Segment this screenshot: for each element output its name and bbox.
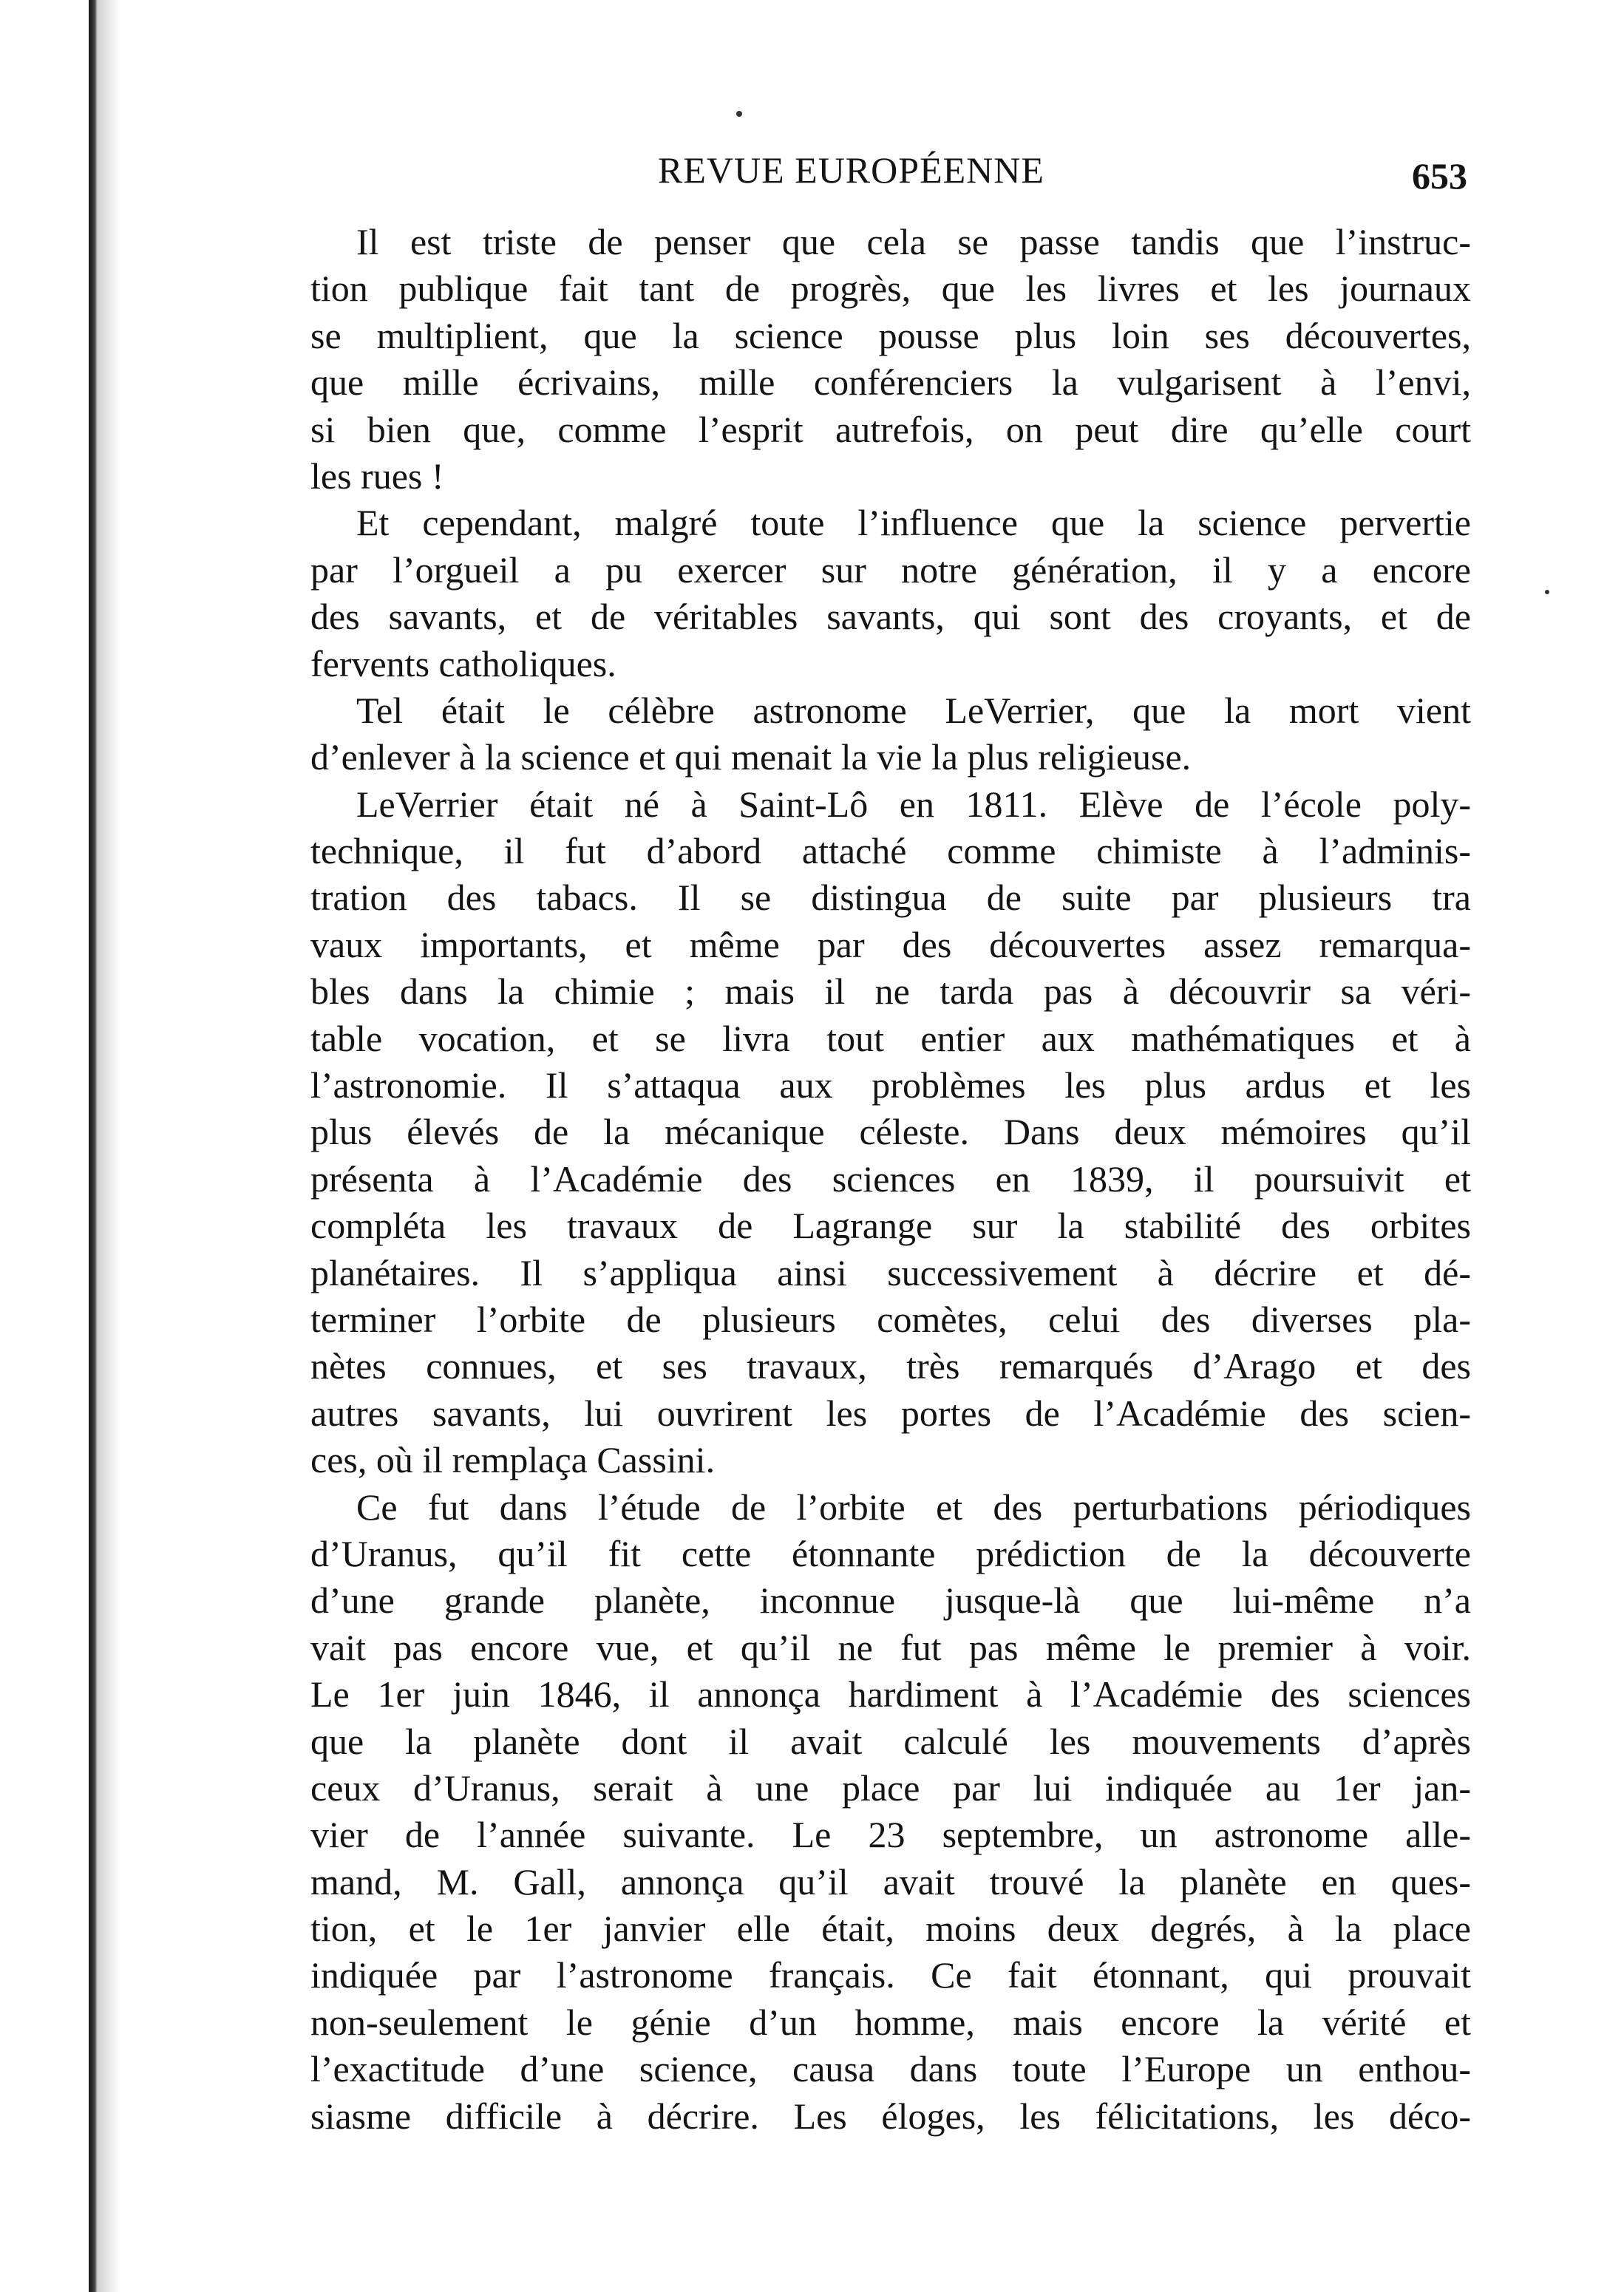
text-line: table vocation, et se livra tout entier aux mathématiques et à xyxy=(310,1017,1471,1059)
text-line: nètes connues, et ses travaux, très remarqués d’Arago et des xyxy=(310,1345,1471,1387)
text-line: non-seulement le génie d’un homme, mais encore la vérité et xyxy=(310,2001,1471,2043)
text-line: d’une grande planète, inconnue jusque-là que lui-même n’a xyxy=(310,1579,1471,1622)
article-text xyxy=(310,219,1471,2140)
text-line: tration des tabacs. Il se distingua de suite par plusieurs tra xyxy=(310,877,1471,919)
text-line: tion, et le 1er janvier elle était, moins deux degrés, à la place xyxy=(310,1908,1471,1950)
text-line: Ce fut dans l’étude de l’orbite et des perturbations périodiques xyxy=(356,1486,1471,1528)
text-line: si bien que, comme l’esprit autrefois, on peut dire qu’elle court xyxy=(310,408,1471,450)
text-line: vaux importants, et même par des découvertes assez remarqua- xyxy=(310,923,1471,965)
text-line: autres savants, lui ouvrirent les portes de l’Académie des scien- xyxy=(310,1392,1471,1434)
text-line: Tel était le célèbre astronome LeVerrier, que la mort vient xyxy=(356,689,1471,731)
running-title: REVUE EUROPÉENNE xyxy=(658,149,1044,191)
text-line: présenta à l’Académie des sciences en 1839, il poursuivit et xyxy=(310,1157,1471,1200)
text-line: LeVerrier était né à Saint-Lô en 1811. Elève de l’école poly- xyxy=(356,783,1471,825)
text-line: Et cependant, malgré toute l’influence que la science pervertie xyxy=(356,502,1471,544)
text-line: indiquée par l’astronome français. Ce fait étonnant, qui prouvait xyxy=(310,1954,1471,1996)
text-line: des savants, et de véritables savants, qui sont des croyants, et de xyxy=(310,596,1471,638)
text-line: fervents catholiques. xyxy=(310,642,616,684)
text-line: l’exactitude d’une science, causa dans toute l’Europe un enthou- xyxy=(310,2048,1471,2090)
text-line: vier de l’année suivante. Le 23 septembre, un astronome alle- xyxy=(310,1814,1471,1856)
binding-edge xyxy=(89,0,98,2292)
binding-edge-shadow xyxy=(98,0,120,2292)
text-line: d’enlever à la science et qui menait la vie la plus religieuse. xyxy=(310,736,1192,778)
text-line: que la planète dont il avait calculé les mouvements d’après xyxy=(310,1720,1471,1762)
text-line: se multiplient, que la science pousse plus loin ses découvertes, xyxy=(310,314,1471,356)
text-line: par l’orgueil a pu exercer sur notre génération, il y a encore xyxy=(310,548,1471,591)
text-line: technique, il fut d’abord attaché comme chimiste à l’adminis- xyxy=(310,830,1471,872)
text-line: compléta les travaux de Lagrange sur la stabilité des orbites xyxy=(310,1205,1471,1247)
page-number: 653 xyxy=(1412,155,1467,197)
text-line: bles dans la chimie ; mais il ne tarda pas à découvrir sa véri- xyxy=(310,970,1471,1013)
text-line: tion publique fait tant de progrès, que les livres et les journaux xyxy=(310,268,1471,310)
text-line: ces, où il remplaça Cassini. xyxy=(310,1439,716,1481)
text-line: l’astronomie. Il s’attaqua aux problèmes les plus ardus et les xyxy=(310,1064,1471,1106)
text-line: planétaires. Il s’appliqua ainsi successivement à décrire et dé- xyxy=(310,1251,1471,1293)
print-speck xyxy=(1545,590,1549,594)
print-speck xyxy=(736,111,742,117)
text-line: siasme difficile à décrire. Les éloges, les félicitations, les déco- xyxy=(310,2095,1471,2137)
text-line: plus élevés de la mécanique céleste. Dans deux mémoires qu’il xyxy=(310,1111,1471,1153)
text-line: les rues ! xyxy=(310,455,444,497)
text-line: que mille écrivains, mille conférenciers la vulgarisent à l’envi, xyxy=(310,361,1471,404)
text-line: d’Uranus, qu’il fit cette étonnante prédiction de la découverte xyxy=(310,1532,1471,1574)
text-line: mand, M. Gall, annonça qu’il avait trouvé la planète en ques- xyxy=(310,1860,1471,1902)
text-line: Il est triste de penser que cela se passe tandis que l’instruc- xyxy=(356,221,1471,262)
text-line: ceux d’Uranus, serait à une place par lui indiquée au 1er jan- xyxy=(310,1766,1471,1809)
text-line: Le 1er juin 1846, il annonça hardiment à l’Académie des sciences xyxy=(310,1673,1471,1715)
text-line: vait pas encore vue, et qu’il ne fut pas même le premier à voir. xyxy=(310,1626,1471,1668)
running-header xyxy=(318,144,1467,196)
text-line: terminer l’orbite de plusieurs comètes, celui des diverses pla- xyxy=(310,1298,1471,1340)
